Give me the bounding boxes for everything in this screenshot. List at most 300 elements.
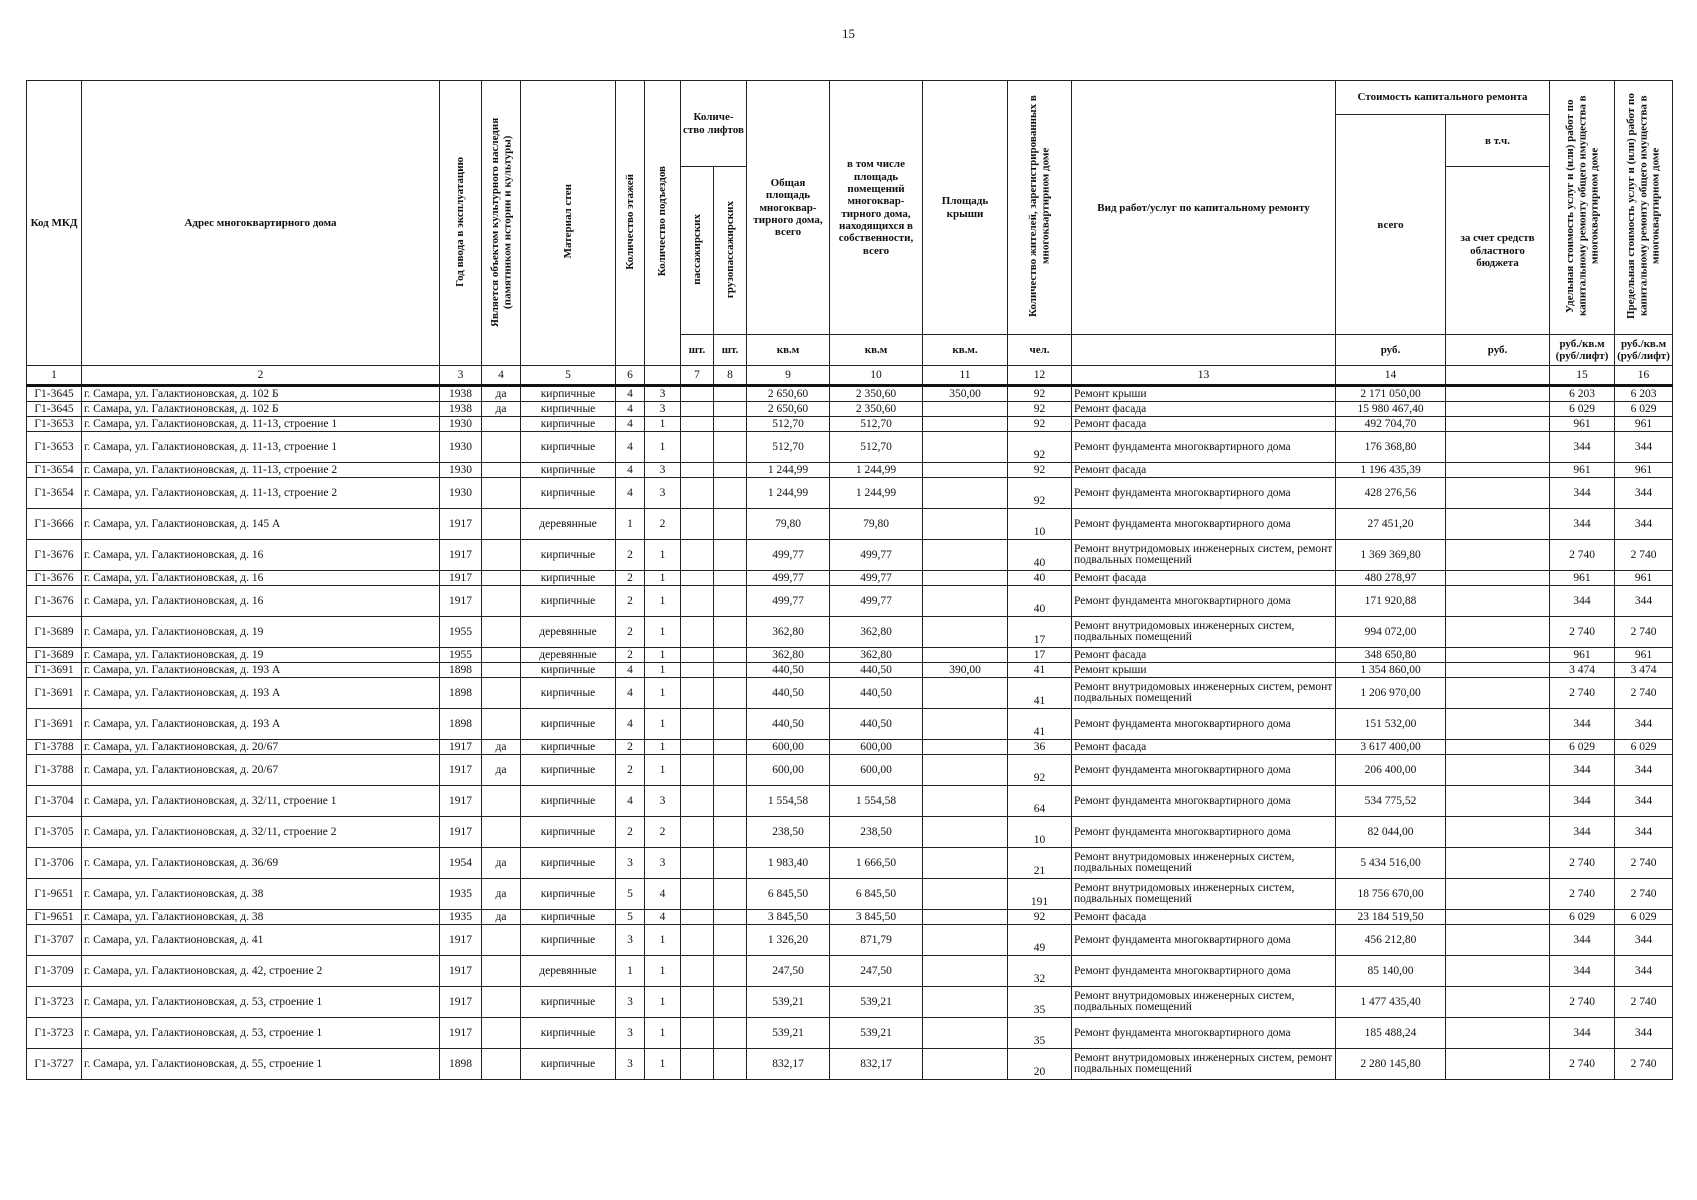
cell-floors: 4 bbox=[616, 463, 645, 478]
cell-floors: 1 bbox=[616, 956, 645, 987]
cell-address: г. Самара, ул. Галактионовская, д. 53, строение 1 bbox=[82, 987, 440, 1018]
header-walls: Материал стен bbox=[521, 81, 616, 366]
cell-floors: 3 bbox=[616, 925, 645, 956]
cell-passenger-lifts bbox=[681, 848, 714, 879]
cell-cost-regional bbox=[1446, 910, 1550, 925]
cell-floors: 5 bbox=[616, 910, 645, 925]
cell-year: 1917 bbox=[440, 540, 482, 571]
cell-cargo-lifts bbox=[714, 386, 747, 402]
cell-cargo-lifts bbox=[714, 709, 747, 740]
cell-code: Г1-3653 bbox=[27, 432, 82, 463]
cell-cost-regional bbox=[1446, 478, 1550, 509]
cell-year: 1898 bbox=[440, 678, 482, 709]
cell-cost-regional bbox=[1446, 386, 1550, 402]
cell-heritage: да bbox=[482, 755, 521, 786]
unit-lift-passenger: шт. bbox=[681, 335, 714, 366]
cell-entrances: 1 bbox=[645, 432, 681, 463]
cell-floors: 3 bbox=[616, 1018, 645, 1049]
cell-address: г. Самара, ул. Галактионовская, д. 16 bbox=[82, 571, 440, 586]
cell-roof-area bbox=[923, 509, 1008, 540]
column-number: 2 bbox=[82, 366, 440, 386]
header-max-cost: Предельная стоимость услуг и (или) работ по капитальному ремонту общего имущества в многоквартирном доме bbox=[1615, 81, 1673, 335]
cell-code: Г1-3707 bbox=[27, 925, 82, 956]
cell-year: 1917 bbox=[440, 817, 482, 848]
cell-address: г. Самара, ул. Галактионовская, д. 20/67 bbox=[82, 740, 440, 755]
cell-total-area: 440,50 bbox=[747, 663, 830, 678]
cell-heritage bbox=[482, 432, 521, 463]
cell-cost-total: 492 704,70 bbox=[1336, 417, 1446, 432]
cell-max-cost: 2 740 bbox=[1615, 540, 1673, 571]
cell-total-area: 512,70 bbox=[747, 417, 830, 432]
cell-total-area: 79,80 bbox=[747, 509, 830, 540]
cell-passenger-lifts bbox=[681, 987, 714, 1018]
cell-floors: 2 bbox=[616, 617, 645, 648]
cell-roof-area: 350,00 bbox=[923, 386, 1008, 402]
unit-lift-cargo: шт. bbox=[714, 335, 747, 366]
header-heritage: Является объектом культурного наследия (памятником истории и культуры) bbox=[482, 81, 521, 366]
cell-roof-area bbox=[923, 1049, 1008, 1080]
column-number: 13 bbox=[1072, 366, 1336, 386]
cell-year: 1955 bbox=[440, 648, 482, 663]
cell-cost-regional bbox=[1446, 678, 1550, 709]
cell-address: г. Самара, ул. Галактионовская, д. 193 А bbox=[82, 663, 440, 678]
cell-residents: 41 bbox=[1008, 663, 1072, 678]
cell-code: Г1-9651 bbox=[27, 910, 82, 925]
cell-max-cost: 2 740 bbox=[1615, 987, 1673, 1018]
cell-address: г. Самара, ул. Галактионовская, д. 19 bbox=[82, 648, 440, 663]
cell-cargo-lifts bbox=[714, 1018, 747, 1049]
cell-unit-cost: 2 740 bbox=[1550, 617, 1615, 648]
cell-cost-regional bbox=[1446, 786, 1550, 817]
cell-entrances: 1 bbox=[645, 755, 681, 786]
cell-roof-area: 390,00 bbox=[923, 663, 1008, 678]
cell-unit-cost: 344 bbox=[1550, 709, 1615, 740]
column-number: 10 bbox=[830, 366, 923, 386]
cell-code: Г1-3653 bbox=[27, 417, 82, 432]
cell-work-type: Ремонт фундамента многоквартирного дома bbox=[1072, 786, 1336, 817]
cell-address: г. Самара, ул. Галактионовская, д. 11-13, строение 1 bbox=[82, 417, 440, 432]
cell-roof-area bbox=[923, 617, 1008, 648]
header-incl: в т.ч. bbox=[1446, 115, 1550, 167]
cell-cost-regional bbox=[1446, 417, 1550, 432]
cell-work-type: Ремонт фундамента многоквартирного дома bbox=[1072, 509, 1336, 540]
cell-roof-area bbox=[923, 648, 1008, 663]
cell-cost-regional bbox=[1446, 463, 1550, 478]
cell-walls: деревянные bbox=[521, 956, 616, 987]
cell-address: г. Самара, ул. Галактионовская, д. 193 А bbox=[82, 678, 440, 709]
table-row bbox=[27, 509, 1673, 540]
cell-floors: 4 bbox=[616, 386, 645, 402]
cell-roof-area bbox=[923, 1018, 1008, 1049]
cell-roof-area bbox=[923, 848, 1008, 879]
cell-year: 1898 bbox=[440, 663, 482, 678]
cell-residents: 35 bbox=[1008, 987, 1072, 1018]
cell-cost-total: 206 400,00 bbox=[1336, 755, 1446, 786]
cell-owned-area: 832,17 bbox=[830, 1049, 923, 1080]
cell-owned-area: 871,79 bbox=[830, 925, 923, 956]
cell-floors: 2 bbox=[616, 755, 645, 786]
cell-unit-cost: 2 740 bbox=[1550, 540, 1615, 571]
cell-year: 1917 bbox=[440, 586, 482, 617]
cell-floors: 2 bbox=[616, 540, 645, 571]
table-row bbox=[27, 586, 1673, 617]
cell-total-area: 512,70 bbox=[747, 432, 830, 463]
cell-walls: кирпичные bbox=[521, 586, 616, 617]
cell-total-area: 2 650,60 bbox=[747, 402, 830, 417]
cell-entrances: 1 bbox=[645, 663, 681, 678]
column-number: 14 bbox=[1336, 366, 1446, 386]
cell-cargo-lifts bbox=[714, 956, 747, 987]
cell-code: Г1-3676 bbox=[27, 540, 82, 571]
cell-owned-area: 600,00 bbox=[830, 755, 923, 786]
cell-max-cost: 3 474 bbox=[1615, 663, 1673, 678]
cell-cost-total: 82 044,00 bbox=[1336, 817, 1446, 848]
cell-max-cost: 344 bbox=[1615, 586, 1673, 617]
cell-roof-area bbox=[923, 925, 1008, 956]
cell-cost-total: 3 617 400,00 bbox=[1336, 740, 1446, 755]
cell-total-area: 1 244,99 bbox=[747, 463, 830, 478]
cell-max-cost: 344 bbox=[1615, 786, 1673, 817]
cell-total-area: 539,21 bbox=[747, 1018, 830, 1049]
cell-roof-area bbox=[923, 956, 1008, 987]
cell-year: 1930 bbox=[440, 478, 482, 509]
cell-code: Г1-3645 bbox=[27, 402, 82, 417]
cell-floors: 4 bbox=[616, 478, 645, 509]
cell-entrances: 1 bbox=[645, 709, 681, 740]
header-passenger-lifts: пассажирских bbox=[681, 167, 714, 335]
table-row bbox=[27, 386, 1673, 402]
cell-max-cost: 344 bbox=[1615, 956, 1673, 987]
cell-address: г. Самара, ул. Галактионовская, д. 102 Б bbox=[82, 386, 440, 402]
cell-passenger-lifts bbox=[681, 910, 714, 925]
cell-heritage bbox=[482, 1049, 521, 1080]
cell-owned-area: 539,21 bbox=[830, 1018, 923, 1049]
cell-max-cost: 961 bbox=[1615, 463, 1673, 478]
cell-unit-cost: 6 029 bbox=[1550, 402, 1615, 417]
cell-year: 1938 bbox=[440, 386, 482, 402]
cell-passenger-lifts bbox=[681, 678, 714, 709]
cell-owned-area: 1 244,99 bbox=[830, 463, 923, 478]
table-row bbox=[27, 678, 1673, 709]
column-number: 3 bbox=[440, 366, 482, 386]
cell-floors: 4 bbox=[616, 709, 645, 740]
cell-entrances: 1 bbox=[645, 740, 681, 755]
cell-cargo-lifts bbox=[714, 586, 747, 617]
cell-heritage: да bbox=[482, 402, 521, 417]
cell-address: г. Самара, ул. Галактионовская, д. 102 Б bbox=[82, 402, 440, 417]
cell-heritage bbox=[482, 617, 521, 648]
cell-roof-area bbox=[923, 910, 1008, 925]
cell-passenger-lifts bbox=[681, 586, 714, 617]
cell-code: Г1-3654 bbox=[27, 463, 82, 478]
header-owned-area: в том числе площадь помещений многоквар-тирного дома, находящихся в собственности, всего bbox=[830, 81, 923, 335]
cell-entrances: 1 bbox=[645, 540, 681, 571]
cell-entrances: 1 bbox=[645, 617, 681, 648]
cell-max-cost: 6 203 bbox=[1615, 386, 1673, 402]
cell-address: г. Самара, ул. Галактионовская, д. 16 bbox=[82, 586, 440, 617]
cell-passenger-lifts bbox=[681, 956, 714, 987]
cell-unit-cost: 344 bbox=[1550, 478, 1615, 509]
cell-cost-total: 171 920,88 bbox=[1336, 586, 1446, 617]
cell-code: Г1-3704 bbox=[27, 786, 82, 817]
cell-heritage bbox=[482, 709, 521, 740]
cell-residents: 92 bbox=[1008, 417, 1072, 432]
cell-code: Г1-9651 bbox=[27, 879, 82, 910]
cell-residents: 191 bbox=[1008, 879, 1072, 910]
cell-cost-total: 5 434 516,00 bbox=[1336, 848, 1446, 879]
cell-roof-area bbox=[923, 879, 1008, 910]
cell-walls: кирпичные bbox=[521, 740, 616, 755]
cell-unit-cost: 344 bbox=[1550, 509, 1615, 540]
cell-walls: кирпичные bbox=[521, 987, 616, 1018]
cell-floors: 4 bbox=[616, 786, 645, 817]
cell-year: 1917 bbox=[440, 1018, 482, 1049]
cell-code: Г1-3691 bbox=[27, 709, 82, 740]
cell-address: г. Самара, ул. Галактионовская, д. 193 А bbox=[82, 709, 440, 740]
cell-cost-total: 2 171 050,00 bbox=[1336, 386, 1446, 402]
table-row bbox=[27, 740, 1673, 755]
header-address: Адрес многоквартирного дома bbox=[82, 81, 440, 366]
cell-max-cost: 344 bbox=[1615, 709, 1673, 740]
cell-max-cost: 961 bbox=[1615, 417, 1673, 432]
cell-roof-area bbox=[923, 786, 1008, 817]
cell-heritage bbox=[482, 571, 521, 586]
cell-owned-area: 512,70 bbox=[830, 432, 923, 463]
cell-residents: 32 bbox=[1008, 956, 1072, 987]
unit-owned-area: кв.м bbox=[830, 335, 923, 366]
cell-total-area: 499,77 bbox=[747, 540, 830, 571]
cell-roof-area bbox=[923, 432, 1008, 463]
cell-max-cost: 6 029 bbox=[1615, 402, 1673, 417]
cell-passenger-lifts bbox=[681, 879, 714, 910]
cell-work-type: Ремонт внутридомовых инженерных систем, подвальных помещений bbox=[1072, 987, 1336, 1018]
cell-work-type: Ремонт фасада bbox=[1072, 402, 1336, 417]
cell-address: г. Самара, ул. Галактионовская, д. 53, строение 1 bbox=[82, 1018, 440, 1049]
cell-total-area: 1 326,20 bbox=[747, 925, 830, 956]
cell-code: Г1-3723 bbox=[27, 987, 82, 1018]
column-number: 6 bbox=[616, 366, 645, 386]
cell-heritage: да bbox=[482, 386, 521, 402]
cell-cargo-lifts bbox=[714, 740, 747, 755]
cell-cost-regional bbox=[1446, 956, 1550, 987]
cell-walls: кирпичные bbox=[521, 478, 616, 509]
table-row bbox=[27, 709, 1673, 740]
cell-cargo-lifts bbox=[714, 509, 747, 540]
cell-cost-total: 1 206 970,00 bbox=[1336, 678, 1446, 709]
cell-cost-regional bbox=[1446, 617, 1550, 648]
table-row bbox=[27, 617, 1673, 648]
cell-entrances: 1 bbox=[645, 925, 681, 956]
cell-cost-total: 27 451,20 bbox=[1336, 509, 1446, 540]
cell-floors: 4 bbox=[616, 678, 645, 709]
cell-cargo-lifts bbox=[714, 617, 747, 648]
cell-work-type: Ремонт внутридомовых инженерных систем, ремонт подвальных помещений bbox=[1072, 1049, 1336, 1080]
cell-unit-cost: 961 bbox=[1550, 463, 1615, 478]
cell-walls: кирпичные bbox=[521, 848, 616, 879]
cell-cargo-lifts bbox=[714, 755, 747, 786]
cell-max-cost: 6 029 bbox=[1615, 910, 1673, 925]
cell-total-area: 832,17 bbox=[747, 1049, 830, 1080]
cell-cargo-lifts bbox=[714, 478, 747, 509]
cell-roof-area bbox=[923, 417, 1008, 432]
column-number: 15 bbox=[1550, 366, 1615, 386]
cell-unit-cost: 344 bbox=[1550, 786, 1615, 817]
cell-heritage bbox=[482, 648, 521, 663]
cell-residents: 92 bbox=[1008, 463, 1072, 478]
table-row bbox=[27, 987, 1673, 1018]
cell-cargo-lifts bbox=[714, 571, 747, 586]
table-row bbox=[27, 879, 1673, 910]
cell-total-area: 238,50 bbox=[747, 817, 830, 848]
cell-year: 1935 bbox=[440, 879, 482, 910]
cell-total-area: 440,50 bbox=[747, 709, 830, 740]
cell-code: Г1-3689 bbox=[27, 648, 82, 663]
cell-passenger-lifts bbox=[681, 417, 714, 432]
cell-entrances: 1 bbox=[645, 417, 681, 432]
cell-walls: кирпичные bbox=[521, 571, 616, 586]
cell-residents: 40 bbox=[1008, 571, 1072, 586]
cell-total-area: 499,77 bbox=[747, 571, 830, 586]
cell-roof-area bbox=[923, 478, 1008, 509]
cell-roof-area bbox=[923, 540, 1008, 571]
cell-year: 1955 bbox=[440, 617, 482, 648]
column-number bbox=[1446, 366, 1550, 386]
table-row bbox=[27, 663, 1673, 678]
cell-owned-area: 499,77 bbox=[830, 586, 923, 617]
cell-floors: 2 bbox=[616, 586, 645, 617]
table-body bbox=[27, 386, 1673, 1080]
cell-walls: кирпичные bbox=[521, 1049, 616, 1080]
cell-total-area: 1 244,99 bbox=[747, 478, 830, 509]
cell-total-area: 600,00 bbox=[747, 740, 830, 755]
cell-unit-cost: 2 740 bbox=[1550, 987, 1615, 1018]
cell-max-cost: 344 bbox=[1615, 432, 1673, 463]
cell-address: г. Самара, ул. Галактионовская, д. 11-13, строение 2 bbox=[82, 478, 440, 509]
cell-address: г. Самара, ул. Галактионовская, д. 11-13, строение 2 bbox=[82, 463, 440, 478]
cell-residents: 49 bbox=[1008, 925, 1072, 956]
cell-residents: 92 bbox=[1008, 402, 1072, 417]
table-row bbox=[27, 817, 1673, 848]
cell-walls: кирпичные bbox=[521, 432, 616, 463]
cell-cargo-lifts bbox=[714, 910, 747, 925]
cell-cargo-lifts bbox=[714, 1049, 747, 1080]
cell-owned-area: 3 845,50 bbox=[830, 910, 923, 925]
cell-unit-cost: 344 bbox=[1550, 956, 1615, 987]
cell-cargo-lifts bbox=[714, 817, 747, 848]
cell-work-type: Ремонт внутридомовых инженерных систем, ремонт подвальных помещений bbox=[1072, 540, 1336, 571]
cell-code: Г1-3691 bbox=[27, 663, 82, 678]
table-row bbox=[27, 463, 1673, 478]
cell-entrances: 2 bbox=[645, 817, 681, 848]
cell-max-cost: 961 bbox=[1615, 571, 1673, 586]
cell-owned-area: 362,80 bbox=[830, 617, 923, 648]
cell-passenger-lifts bbox=[681, 432, 714, 463]
cell-code: Г1-3788 bbox=[27, 755, 82, 786]
unit-max-cost: руб./кв.м (руб/лифт) bbox=[1615, 335, 1673, 366]
cell-entrances: 1 bbox=[645, 678, 681, 709]
cell-code: Г1-3689 bbox=[27, 617, 82, 648]
cell-code: Г1-3727 bbox=[27, 1049, 82, 1080]
cell-cost-regional bbox=[1446, 540, 1550, 571]
cell-work-type: Ремонт фундамента многоквартирного дома bbox=[1072, 432, 1336, 463]
cell-year: 1917 bbox=[440, 786, 482, 817]
cell-walls: кирпичные bbox=[521, 417, 616, 432]
cell-year: 1930 bbox=[440, 463, 482, 478]
header-floors: Количество этажей bbox=[616, 81, 645, 366]
cell-passenger-lifts bbox=[681, 478, 714, 509]
cell-address: г. Самара, ул. Галактионовская, д. 41 bbox=[82, 925, 440, 956]
header-lifts: Количе-ство лифтов bbox=[681, 81, 747, 167]
cell-walls: кирпичные bbox=[521, 910, 616, 925]
cell-total-area: 362,80 bbox=[747, 617, 830, 648]
column-number: 8 bbox=[714, 366, 747, 386]
column-number: 5 bbox=[521, 366, 616, 386]
cell-max-cost: 2 740 bbox=[1615, 1049, 1673, 1080]
cell-total-area: 2 650,60 bbox=[747, 386, 830, 402]
cell-address: г. Самара, ул. Галактионовская, д. 38 bbox=[82, 879, 440, 910]
cell-cargo-lifts bbox=[714, 879, 747, 910]
cell-max-cost: 961 bbox=[1615, 648, 1673, 663]
cell-address: г. Самара, ул. Галактионовская, д. 55, строение 1 bbox=[82, 1049, 440, 1080]
table-row bbox=[27, 402, 1673, 417]
cell-roof-area bbox=[923, 571, 1008, 586]
cell-year: 1898 bbox=[440, 1049, 482, 1080]
cell-entrances: 3 bbox=[645, 478, 681, 509]
cell-year: 1917 bbox=[440, 509, 482, 540]
cell-residents: 92 bbox=[1008, 910, 1072, 925]
column-number: 9 bbox=[747, 366, 830, 386]
cell-total-area: 499,77 bbox=[747, 586, 830, 617]
column-number: 11 bbox=[923, 366, 1008, 386]
cell-unit-cost: 344 bbox=[1550, 432, 1615, 463]
cell-passenger-lifts bbox=[681, 1049, 714, 1080]
cell-max-cost: 6 029 bbox=[1615, 740, 1673, 755]
header-regional-budget: за счет средств областного бюджета bbox=[1446, 167, 1550, 335]
cell-total-area: 440,50 bbox=[747, 678, 830, 709]
cell-unit-cost: 2 740 bbox=[1550, 879, 1615, 910]
cell-entrances: 1 bbox=[645, 648, 681, 663]
cell-roof-area bbox=[923, 586, 1008, 617]
table-row bbox=[27, 478, 1673, 509]
cell-roof-area bbox=[923, 755, 1008, 786]
cell-heritage bbox=[482, 987, 521, 1018]
cell-owned-area: 79,80 bbox=[830, 509, 923, 540]
cell-heritage bbox=[482, 663, 521, 678]
cell-year: 1930 bbox=[440, 432, 482, 463]
cell-owned-area: 1 244,99 bbox=[830, 478, 923, 509]
header-cost: Стоимость капитального ремонта bbox=[1336, 81, 1550, 115]
cell-residents: 92 bbox=[1008, 386, 1072, 402]
cell-work-type: Ремонт фундамента многоквартирного дома bbox=[1072, 755, 1336, 786]
cell-work-type: Ремонт фундамента многоквартирного дома bbox=[1072, 709, 1336, 740]
cell-max-cost: 2 740 bbox=[1615, 678, 1673, 709]
cell-cost-regional bbox=[1446, 709, 1550, 740]
column-number bbox=[645, 366, 681, 386]
cell-walls: кирпичные bbox=[521, 925, 616, 956]
cell-work-type: Ремонт фасада bbox=[1072, 571, 1336, 586]
cell-max-cost: 344 bbox=[1615, 1018, 1673, 1049]
cell-heritage bbox=[482, 463, 521, 478]
cell-cargo-lifts bbox=[714, 402, 747, 417]
cell-passenger-lifts bbox=[681, 463, 714, 478]
cell-cost-regional bbox=[1446, 755, 1550, 786]
cell-cost-regional bbox=[1446, 402, 1550, 417]
cell-entrances: 1 bbox=[645, 1049, 681, 1080]
cell-floors: 4 bbox=[616, 417, 645, 432]
cell-cost-total: 176 368,80 bbox=[1336, 432, 1446, 463]
cell-total-area: 1 983,40 bbox=[747, 848, 830, 879]
cell-address: г. Самара, ул. Галактионовская, д. 36/69 bbox=[82, 848, 440, 879]
